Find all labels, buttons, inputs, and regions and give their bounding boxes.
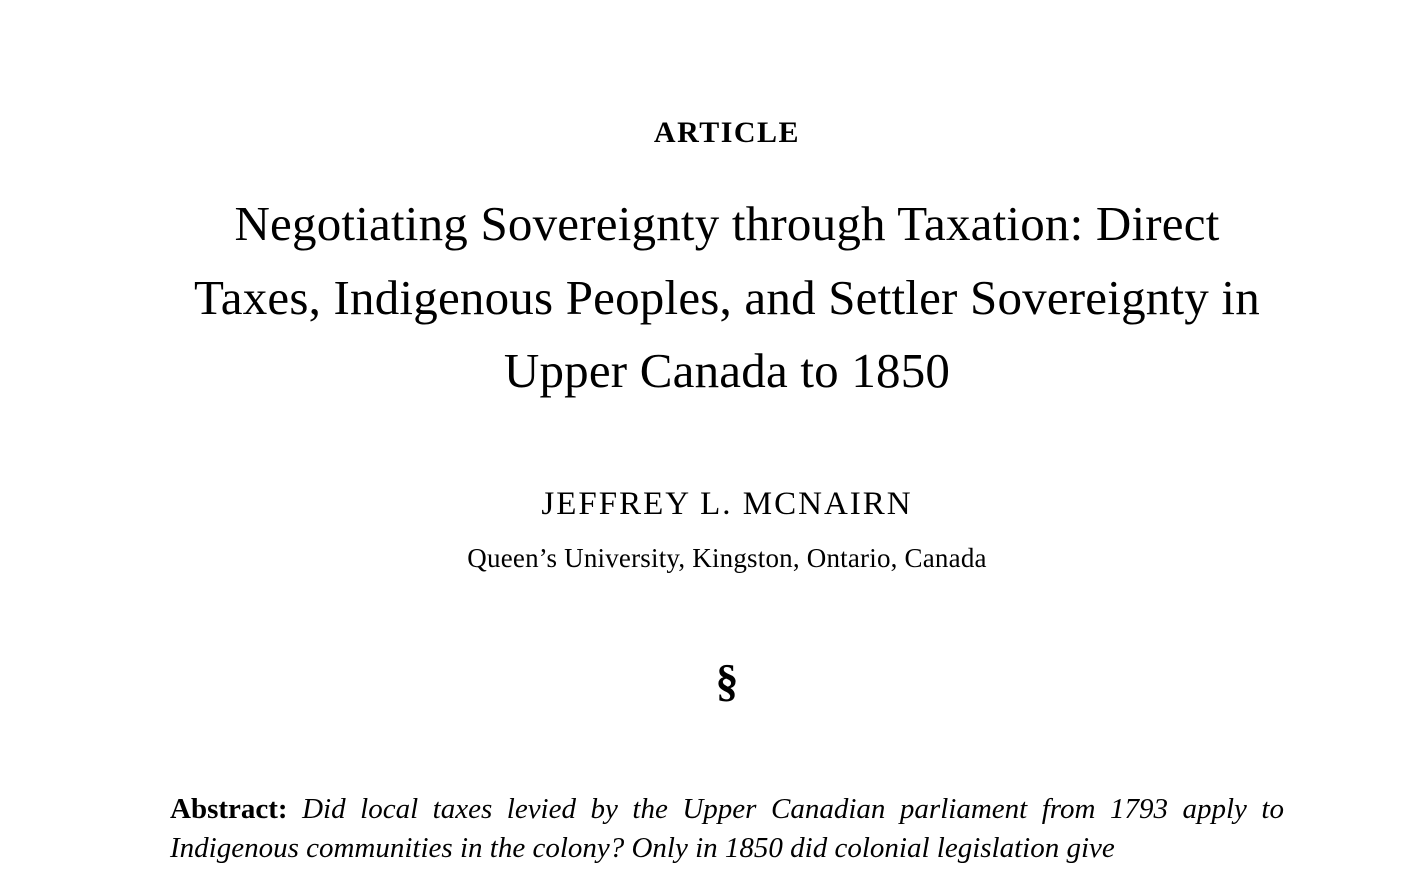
page-title: Negotiating Sovereignty through Taxation: Direct Taxes, Indigenous Peoples, and Settler Sovereignty in Upper Canada to 1850	[194, 196, 1260, 398]
page-content	[170, 0, 1284, 884]
abstract-text: Did local taxes levied by the Upper Canadian parliament from 1793 apply to Indigenous communities in the colony? Only in 1850 did colonial legislation give	[170, 792, 1284, 864]
abstract-label: Abstract:	[170, 792, 288, 825]
abstract-paragraph	[170, 790, 1284, 868]
article-section-label: ARTICLE	[653, 116, 801, 149]
author-affiliation: Queen’s University, Kingston, Ontario, Canada	[467, 542, 987, 573]
section-ornament-icon: §	[715, 654, 739, 706]
author-name: JEFFREY L. MCNAIRN	[541, 485, 913, 522]
